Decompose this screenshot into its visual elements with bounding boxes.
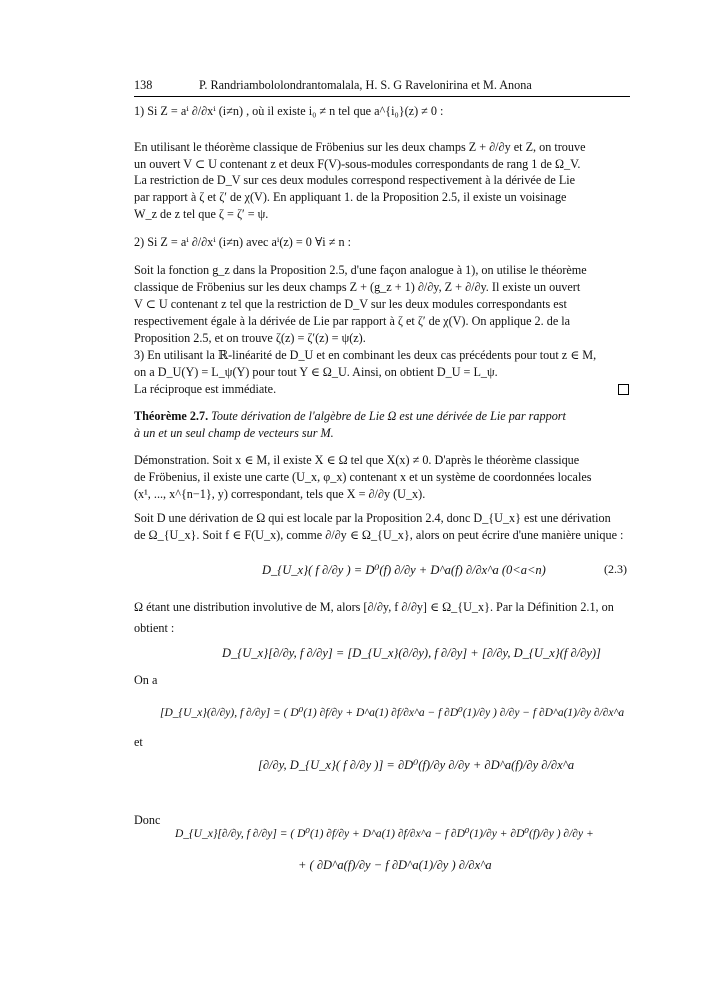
proof-label-donc: Donc xyxy=(134,813,161,827)
paragraph-line: V ⊂ U contenant z tel que la restriction de D_V sur les deux modules correspondants est xyxy=(134,297,567,311)
theorem-line-2 xyxy=(134,425,630,441)
paragraph-line: Proposition 2.5, et on trouve ζ(z) = ζ′(z) = ψ(z). xyxy=(134,331,366,345)
theorem-label: Théorème 2.7. xyxy=(134,409,209,423)
equation-number: (2.3) xyxy=(604,562,627,576)
paragraph-line: classique de Fröbenius sur les deux champs Z + (g_z + 1) ∂/∂y, Z + ∂/∂y. Il existe un ouvert xyxy=(134,280,581,294)
case-2-heading: 2) Si Z = aⁱ ∂/∂xⁱ (i≠n) avec aⁱ(z) = 0 ∀i ≠ n : xyxy=(134,235,352,249)
equation-donc-line-1: D_{U_x}[∂/∂y, f ∂/∂y] = ( D⁰(1) ∂f/∂y + D^a(1) ∂f/∂x^a − f ∂D⁰(1)/∂y + ∂D⁰(f)/∂y ) ∂/∂y + xyxy=(175,828,594,840)
equation-2-3: D_{U_x}( f ∂/∂y ) = D⁰(f) ∂/∂y + D^a(f) ∂/∂x^a (0<a<n) xyxy=(262,563,546,577)
paragraph-line: La réciproque est immédiate. xyxy=(134,382,277,396)
proof-label-on-a: On a xyxy=(134,673,158,687)
proof-line: Soit D une dérivation de Ω qui est locale par la Proposition 2.4, donc D_{U_x} est une dérivation xyxy=(134,511,611,525)
proof-line: de Ω_{U_x}. Soit f ∈ F(U_x), comme ∂/∂y ∈ Ω_{U_x}, alors on peut écrire d'une manière unique : xyxy=(134,528,624,542)
theorem-statement: Toute dérivation de l'algèbre de Lie Ω est une dérivée de Lie par rapport xyxy=(211,409,566,423)
equation-on-a: [D_{U_x}(∂/∂y), f ∂/∂y] = ( D⁰(1) ∂f/∂y + D^a(1) ∂f/∂x^a − f ∂D⁰(1)/∂y ) ∂/∂y − f ∂D^a(1)/∂y ∂/∂x^a xyxy=(160,707,625,719)
qed-square-icon xyxy=(618,384,629,395)
case-1-heading: 1) Si Z = aⁱ ∂/∂xⁱ (i≠n) , où il existe i₀ ≠ n tel que a^{i₀}(z) ≠ 0 : xyxy=(134,104,444,118)
case-3-line: 3) En utilisant la ℝ-linéarité de D_U et en combinant les deux cas précédents pour tout z ∈ M, xyxy=(134,348,597,362)
proof-label-et: et xyxy=(134,735,143,749)
equation-et: [∂/∂y, D_{U_x}( f ∂/∂y )] = ∂D⁰(f)/∂y ∂/∂y + ∂D^a(f)/∂y ∂/∂x^a xyxy=(258,758,575,772)
page-number: 138 xyxy=(134,78,153,92)
header-rule xyxy=(134,96,630,97)
running-header-authors: P. Randriambololondrantomalala, H. S. G Ravelonirina et M. Anona xyxy=(199,78,532,92)
paragraph-line: on a D_U(Y) = L_ψ(Y) pour tout Y ∈ Ω_U. Ainsi, on obtient D_U = L_ψ. xyxy=(134,365,498,379)
paragraph-line: W_z de z tel que ζ = ζ′ = ψ. xyxy=(134,207,269,221)
paragraph-line: Soit la fonction g_z dans la Proposition 2.5, d'une façon analogue à 1), on utilise le théorème xyxy=(134,263,587,277)
theorem-statement-cont: à un et un seul champ de vecteurs sur M. xyxy=(134,426,334,440)
paragraph-line: respectivement égale à la dérivée de Lie par rapport à ζ et ζ′ de χ(V). On applique 2. de la xyxy=(134,314,571,328)
paragraph-line: En utilisant le théorème classique de Fröbenius sur les deux champs Z + ∂/∂y et Z, on trouve xyxy=(134,140,586,154)
proof-line: Ω étant une distribution involutive de M, alors [∂/∂y, f ∂/∂y] ∈ Ω_{U_x}. Par la Définition 2.1, on xyxy=(134,600,614,614)
equation-donc-line-2: + ( ∂D^a(f)/∂y − f ∂D^a(1)/∂y ) ∂/∂x^a xyxy=(298,858,492,872)
paragraph-line: un ouvert V ⊂ U contenant z et deux F(V)-sous-modules correspondants de rang 1 de Ω_V. xyxy=(134,157,581,171)
proof-line: de Fröbenius, il existe une carte (U_x, φ_x) contenant x et un système de coordonnées locales xyxy=(134,470,592,484)
paragraph-line: par rapport à ζ et ζ′ de χ(V). En appliquant 1. de la Proposition 2.5, il existe un voisinage xyxy=(134,190,567,204)
theorem-line-1 xyxy=(134,408,630,424)
proof-line: (x¹, ..., x^{n−1}, y) correspondant, tels que X = ∂/∂y (U_x). xyxy=(134,487,426,501)
proof-line: Démonstration. Soit x ∈ M, il existe X ∈ Ω tel que X(x) ≠ 0. D'après le théorème classique xyxy=(134,453,580,467)
paragraph-line: La restriction de D_V sur ces deux modules correspond respectivement à la dérivée de Lie xyxy=(134,173,576,187)
proof-line: obtient : xyxy=(134,621,175,635)
equation-bracket: D_{U_x}[∂/∂y, f ∂/∂y] = [D_{U_x}(∂/∂y), f ∂/∂y] + [∂/∂y, D_{U_x}(f ∂/∂y)] xyxy=(222,646,601,660)
